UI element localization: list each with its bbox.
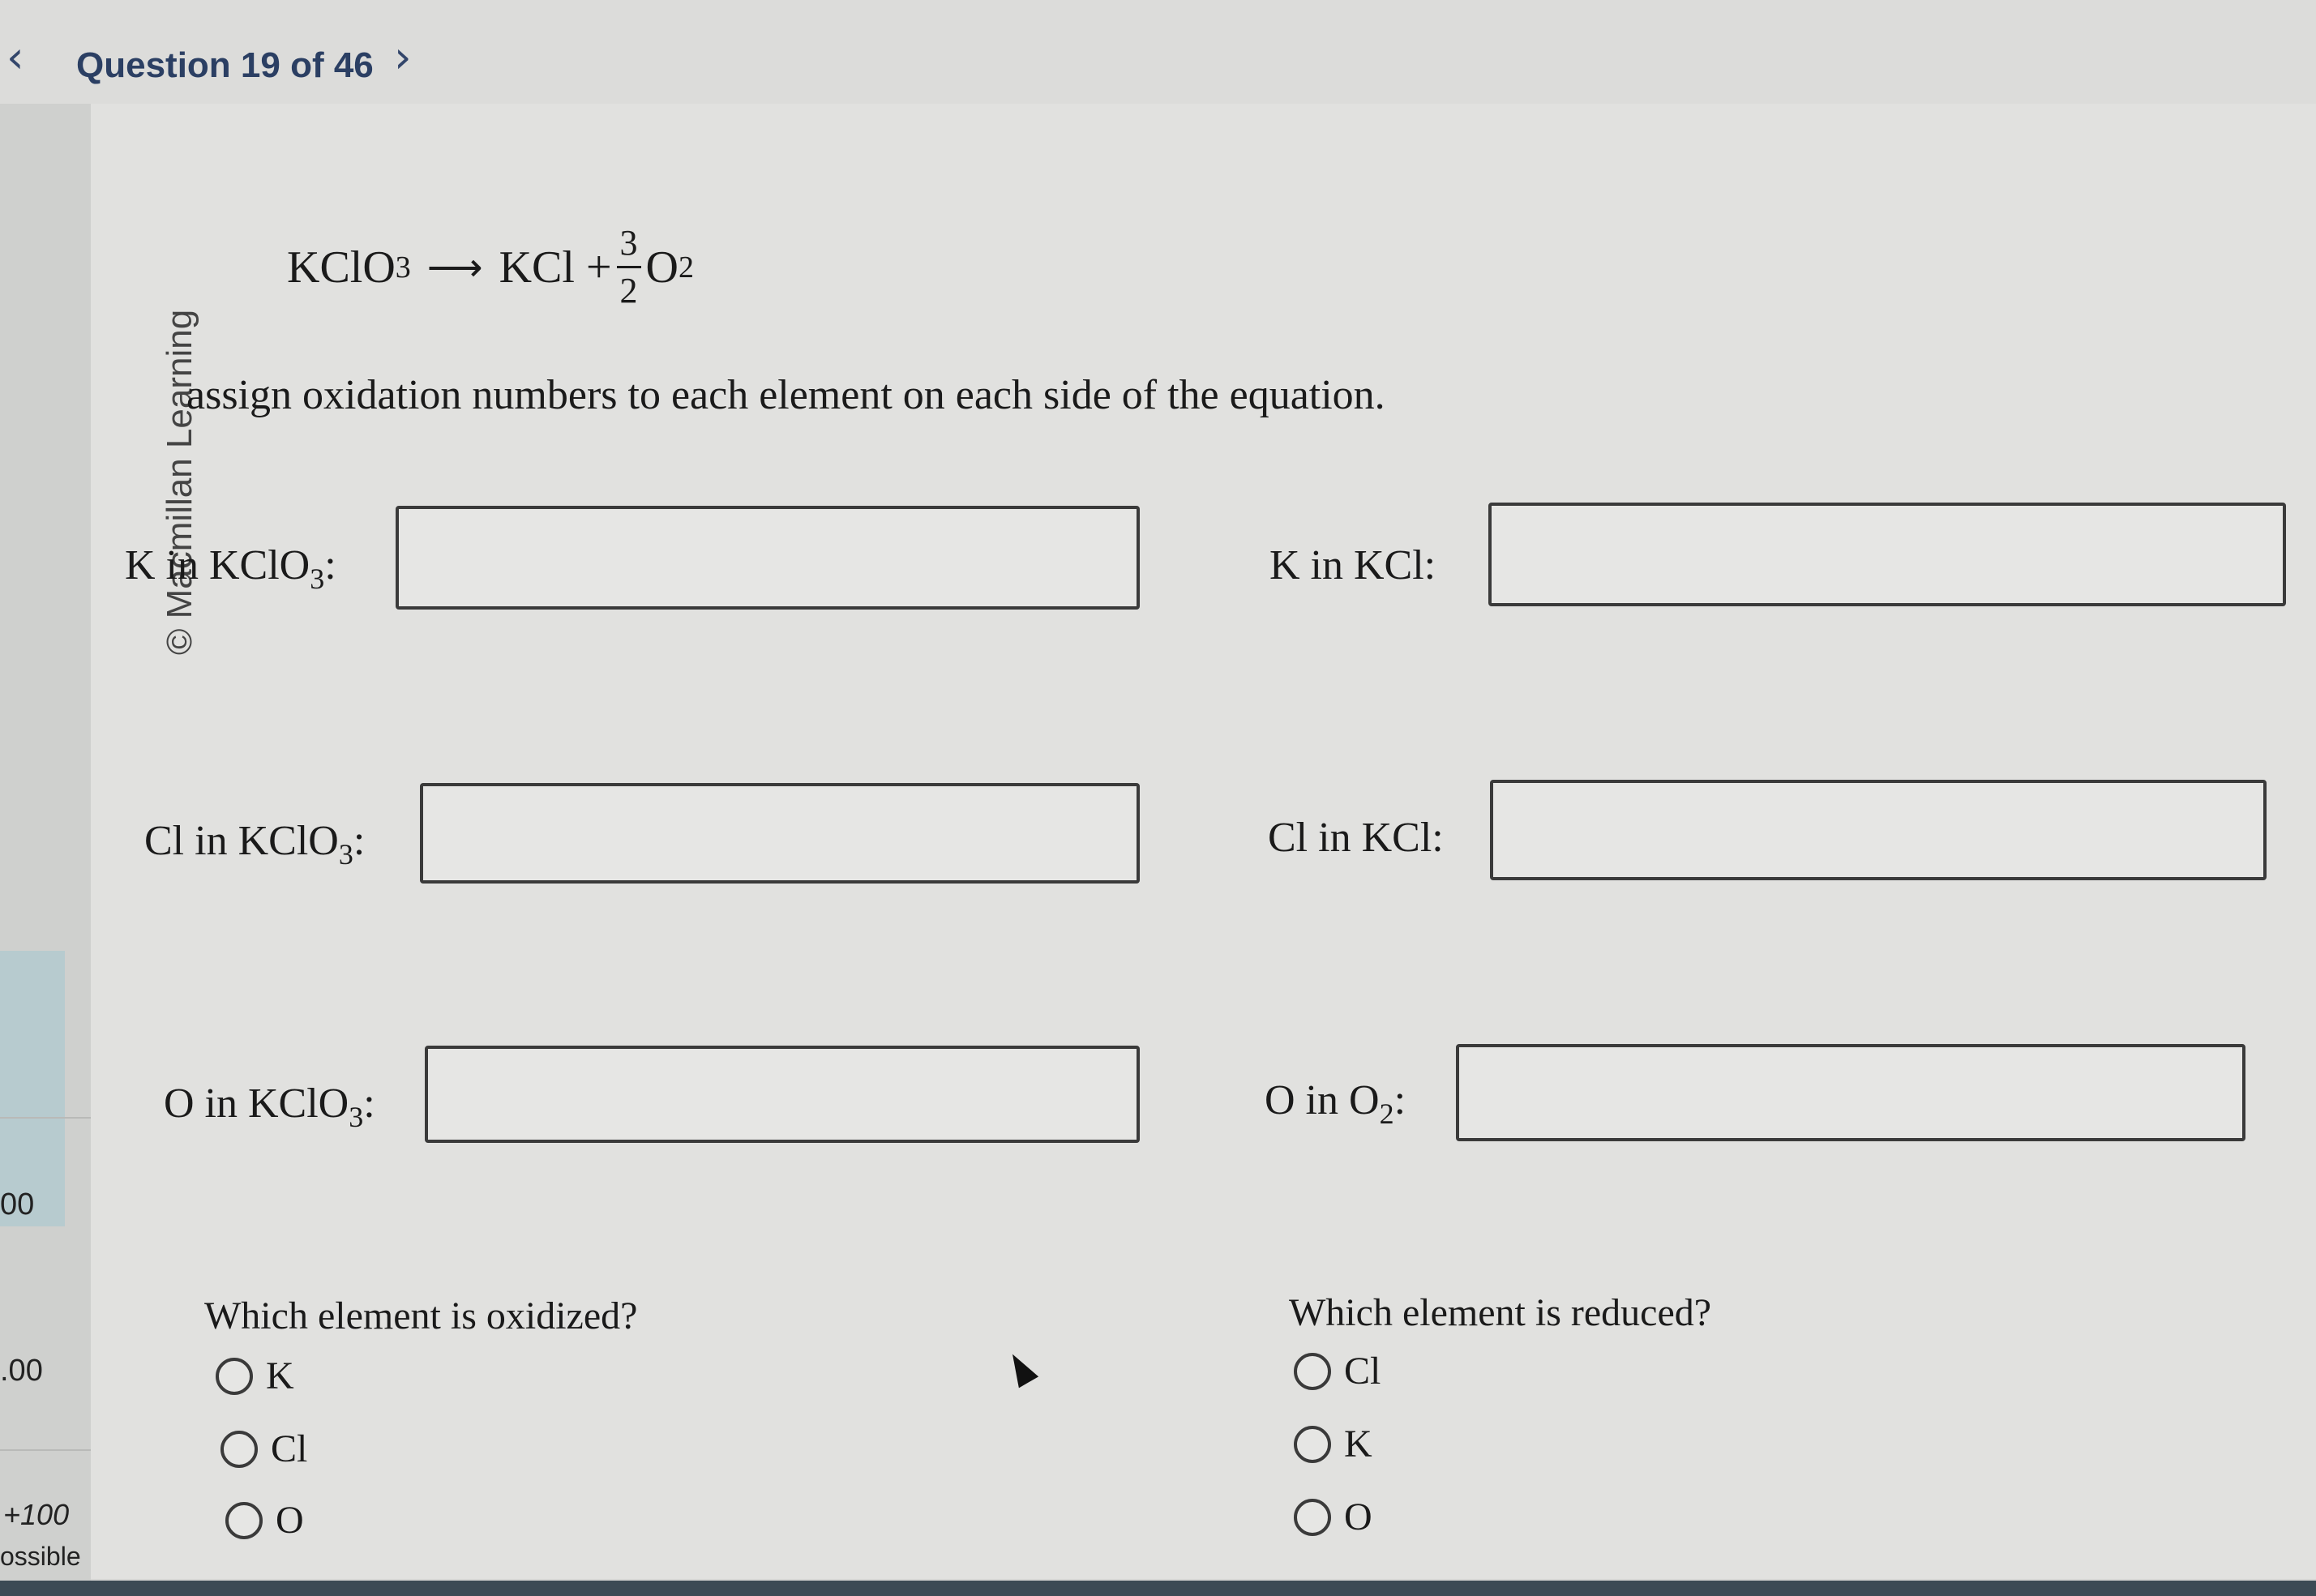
oxidized-question: Which element is oxidized? [204, 1294, 638, 1337]
k-in-kclo3-input[interactable] [396, 506, 1140, 610]
label-cl-in-kclo3: Cl in KClO$_3$: [144, 818, 366, 871]
coefficient-fraction [617, 225, 641, 309]
reduced-option-k[interactable]: K [1294, 1422, 1372, 1466]
instruction-text: assign oxidation numbers to each element on each side of the equation. [186, 372, 1385, 418]
radio-button[interactable] [1294, 1353, 1331, 1390]
sidebar-divider [0, 1449, 91, 1451]
reduced-question: Which element is reduced? [1289, 1291, 1712, 1334]
question-nav-bar [0, 0, 2316, 104]
label-o-in-o2: O in $O_2$: [1265, 1077, 1406, 1130]
oxidized-option-cl[interactable]: Cl [220, 1427, 307, 1471]
label-k-in-kclo3: K in KClO$_3$: [125, 542, 336, 595]
sidebar-divider [0, 1117, 91, 1119]
label-cl-in-kcl: Cl in KCl: [1268, 815, 1444, 861]
equation-product-2-subscript: 2 [679, 250, 694, 285]
equation-reactant-subscript: 3 [395, 250, 411, 285]
radio-button[interactable] [216, 1358, 253, 1395]
equation-product-1: KCl + [499, 242, 612, 293]
copyright-watermark: © Macmillan Learning [160, 309, 199, 655]
label-k-in-kcl: K in KCl: [1269, 542, 1436, 588]
reaction-arrow: ⟶ [426, 244, 483, 290]
oxidized-option-k[interactable]: K [216, 1354, 294, 1398]
sidebar-highlight-band [0, 951, 65, 1226]
reduced-option-o[interactable]: O [1294, 1495, 1372, 1539]
o-in-o2-input[interactable] [1456, 1044, 2245, 1141]
equation-product-2: O [645, 242, 679, 293]
score-value: 00 [0, 1187, 35, 1222]
possible-label: ossible [0, 1542, 81, 1571]
question-content [91, 104, 2316, 1579]
chevron-left-icon[interactable]: ‹ [6, 32, 24, 83]
o-in-kclo3-input[interactable] [425, 1046, 1140, 1143]
fraction-bar [617, 266, 641, 268]
radio-button[interactable] [1294, 1499, 1331, 1536]
label-o-in-kclo3: O in KClO$_3$: [164, 1080, 375, 1133]
equation-reactant: KClO [287, 242, 396, 293]
k-in-kcl-input[interactable] [1488, 503, 2286, 606]
cl-in-kcl-input[interactable] [1490, 780, 2267, 880]
chemical-equation [287, 225, 694, 309]
bottom-edge [0, 1581, 2316, 1596]
reduced-option-cl[interactable]: Cl [1294, 1349, 1381, 1393]
score-value: .00 [0, 1354, 43, 1388]
points-value: +100 [3, 1498, 70, 1531]
oxidized-option-o[interactable]: O [225, 1498, 304, 1543]
radio-button[interactable] [1294, 1426, 1331, 1463]
radio-button[interactable] [220, 1431, 258, 1468]
cl-in-kclo3-input[interactable] [420, 783, 1140, 884]
radio-button[interactable] [225, 1502, 263, 1539]
fraction-numerator: 3 [619, 223, 638, 263]
chevron-right-icon[interactable]: › [394, 32, 412, 83]
fraction-denominator: 2 [619, 271, 638, 310]
question-counter: Question 19 of 46 [76, 45, 374, 85]
